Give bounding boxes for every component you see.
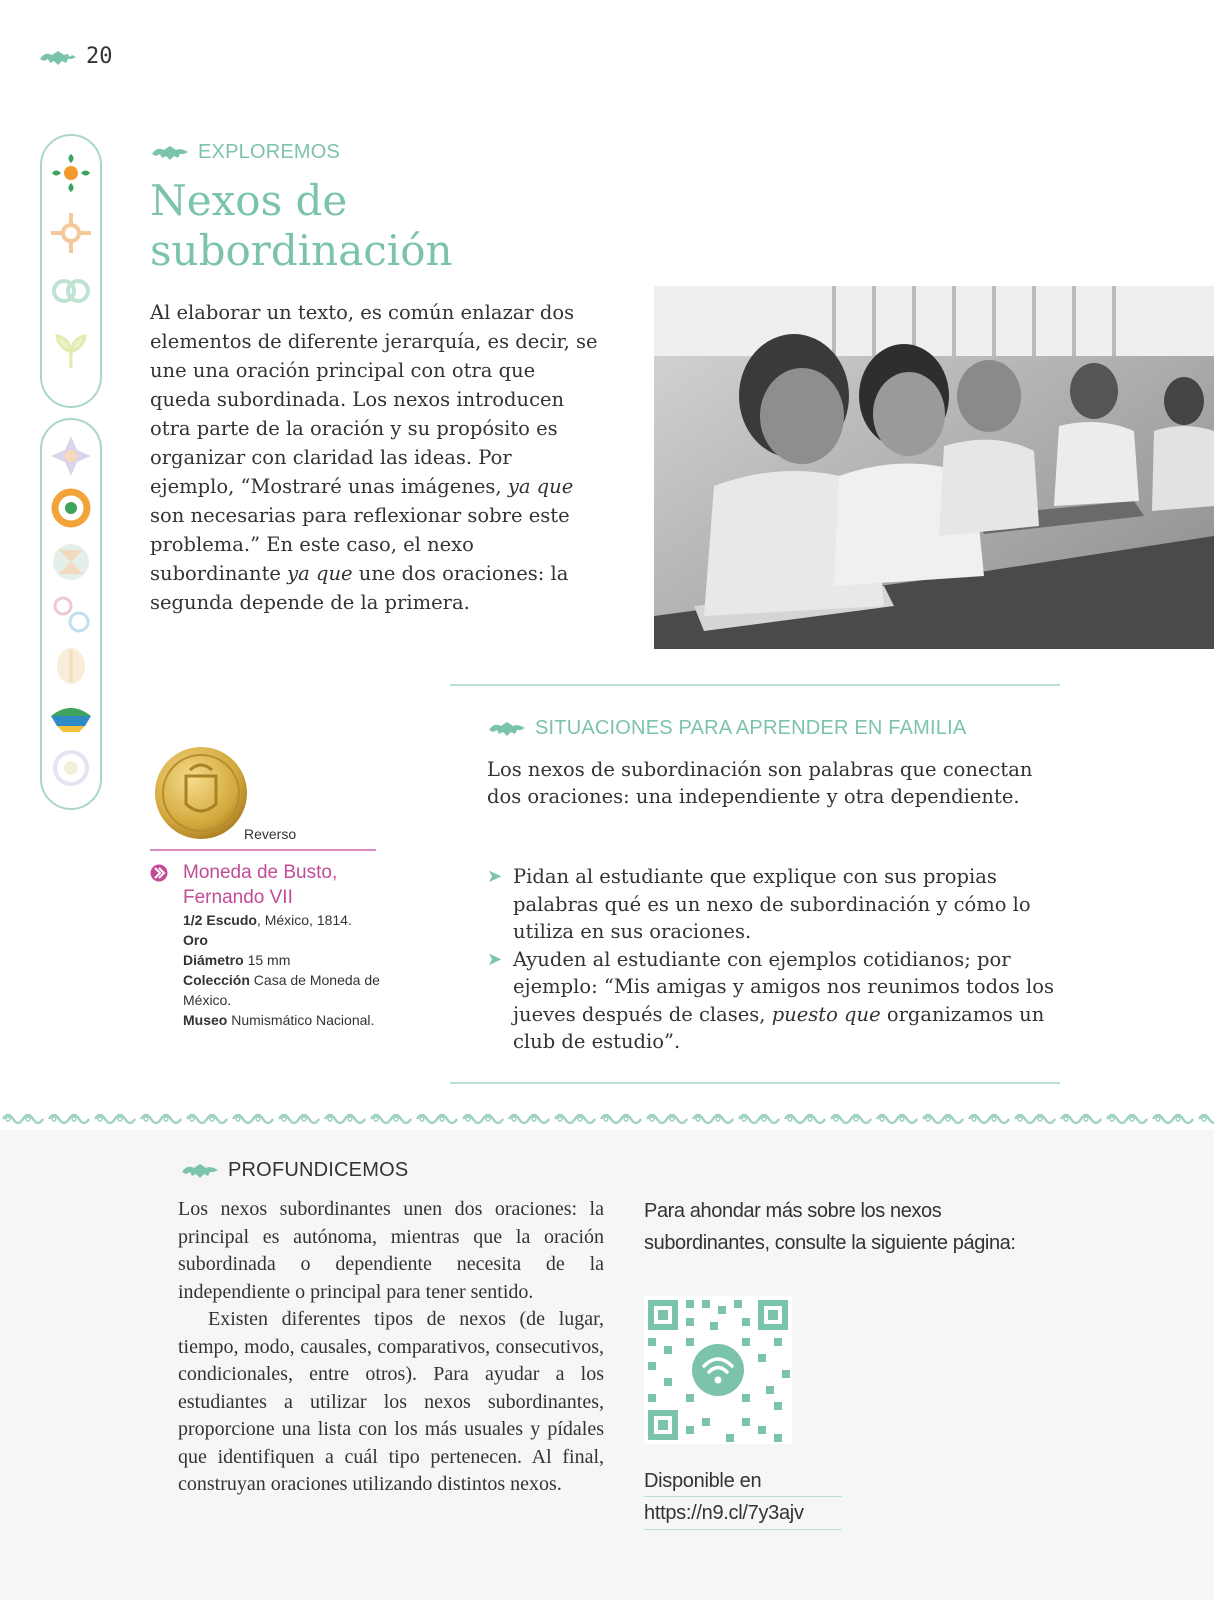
explore-section-label bbox=[150, 140, 340, 164]
coin-detail-museum bbox=[183, 1010, 383, 1030]
coin-caption: Reverso bbox=[244, 826, 297, 842]
lizard-icon bbox=[180, 1158, 220, 1182]
coin-material-label: Oro bbox=[183, 932, 208, 948]
intro-text-2: son necesarias para reflexionar sobre este problema.” En este caso, el nexo subordinante bbox=[150, 504, 570, 585]
family-intro-text: Los nexos de subordinación son palabras que conectan dos oraciones: una independiente y otra dependiente. bbox=[487, 758, 1033, 808]
intro-emphasis-2: ya que bbox=[287, 562, 353, 585]
coin-denomination-value: , México, 1814. bbox=[256, 912, 352, 928]
ring-icon bbox=[49, 486, 93, 530]
classroom-photo bbox=[654, 286, 1214, 649]
people-circle-icon bbox=[48, 268, 94, 314]
list-item bbox=[487, 863, 1057, 946]
plant-icon bbox=[48, 326, 94, 372]
family-item-2-text bbox=[513, 946, 1057, 1056]
title-line-2: subordinación bbox=[150, 226, 453, 275]
coin-collection-value: Casa de Moneda de México. bbox=[183, 972, 380, 1008]
arrow-right-icon: ➤ bbox=[487, 948, 503, 970]
url-top-rule bbox=[644, 1496, 842, 1497]
title-line-1: Nexos de bbox=[150, 176, 348, 225]
coin-denomination-label: 1/2 Escudo bbox=[183, 912, 257, 928]
lizard-icon bbox=[150, 140, 190, 164]
coin-detail-collection bbox=[183, 970, 383, 1010]
sun-circle-icon bbox=[51, 748, 91, 788]
coin-detail-denomination bbox=[183, 910, 383, 930]
deepen-paragraph-1: Los nexos subordinantes unen dos oraciones: la principal es autónoma, mientras que la oración subordinada o dependiente necesita de la independiente o principal para tener sentido. bbox=[178, 1198, 604, 1303]
page-number bbox=[38, 44, 113, 69]
family-item-2-emphasis: puesto que bbox=[771, 1002, 881, 1026]
intro-text-1: Al elaborar un texto, es común enlazar dos elementos de diferente jerarquía, es decir, se une una oración principal con otra que queda subordinada. Los nexos introducen otra parte de la oración y su propósito es organizar con claridad las ideas. Por ejemplo, “Mostraré unas imágenes, bbox=[150, 301, 598, 498]
orbit-icon bbox=[49, 592, 93, 636]
url-bottom-rule bbox=[644, 1529, 842, 1530]
deepen-paragraph-2: Existen diferentes tipos de nexos (de lugar, tiempo, modo, causales, comparativos, consecutivos, condicionales, entre otros). Para ayudar a los estudiantes a utilizar los nexos subordinantes, proporcione una lista con los más usuales y pídales que identifiquen a cuál tipo pertenecen. Al final, construyan oraciones utilizando distintos nexos. bbox=[178, 1308, 604, 1495]
deepen-text bbox=[178, 1196, 604, 1499]
sun-figure-icon bbox=[48, 210, 94, 256]
leaf-icon bbox=[49, 644, 93, 688]
page-title bbox=[150, 176, 610, 276]
family-section-label bbox=[487, 716, 966, 740]
decorative-band bbox=[0, 1108, 1214, 1130]
family-top-rule bbox=[450, 684, 1060, 686]
coin-diameter-label: Diámetro bbox=[183, 952, 244, 968]
earth-layers-icon bbox=[49, 698, 93, 734]
explore-label-text: EXPLOREMOS bbox=[198, 140, 341, 163]
lizard-icon bbox=[38, 45, 78, 69]
lizard-icon bbox=[487, 716, 527, 740]
deepen-section-label bbox=[180, 1158, 408, 1182]
flower-icon bbox=[48, 150, 94, 196]
family-bottom-rule bbox=[450, 1082, 1060, 1084]
coin-museum-value: Numismático Nacional. bbox=[227, 1012, 375, 1028]
compass-icon bbox=[49, 434, 93, 478]
hourglass-icon bbox=[49, 540, 93, 584]
page-number-text: 20 bbox=[86, 44, 113, 69]
gold-coin-image bbox=[154, 746, 248, 840]
coin-museum-label: Museo bbox=[183, 1012, 228, 1028]
coin-details bbox=[183, 910, 383, 1030]
intro-paragraph bbox=[150, 298, 602, 617]
resource-link[interactable]: https://n9.cl/7y3ajv bbox=[644, 1502, 804, 1524]
coin-title: Moneda de Busto, Fernando VII bbox=[183, 862, 338, 908]
coin-detail-diameter bbox=[183, 950, 383, 970]
family-list bbox=[487, 863, 1057, 1056]
coin-divider bbox=[150, 849, 376, 851]
list-item bbox=[487, 946, 1057, 1056]
deepen-label-text: PROFUNDICEMOS bbox=[228, 1158, 409, 1181]
coin-collection-label: Colección bbox=[183, 972, 250, 988]
family-item-2-part-1: Ayuden al estudiante con ejemplos cotidianos; por ejemplo: “Mis amigas y amigos nos reunimos todos los jueves después de clases, bbox=[513, 947, 1055, 1026]
intro-emphasis-1: ya que bbox=[507, 475, 574, 498]
family-item-1-text: Pidan al estudiante que explique con sus propias palabras qué es un nexo de subordinación y cómo lo utiliza en sus oraciones. bbox=[513, 865, 1031, 943]
family-item-2-part-2: organizamos un club de estudio”. bbox=[513, 1002, 1045, 1053]
sidebar-group-bottom bbox=[40, 418, 102, 810]
family-label-text: SITUACIONES PARA APRENDER EN FAMILIA bbox=[535, 716, 967, 739]
coin-detail-material bbox=[183, 930, 383, 950]
available-label: Disponible en bbox=[644, 1470, 762, 1492]
chevron-right-icon bbox=[150, 864, 170, 882]
more-info-text: Para ahondar más sobre los nexos subordinantes, consulte la siguiente página: bbox=[644, 1200, 1016, 1254]
qr-code-image bbox=[644, 1296, 792, 1444]
sidebar-group-top bbox=[40, 134, 102, 408]
arrow-right-icon: ➤ bbox=[487, 866, 503, 887]
coin-diameter-value: 15 mm bbox=[243, 952, 291, 968]
intro-text-3: une dos oraciones: la segunda depende de la primera. bbox=[150, 562, 569, 614]
